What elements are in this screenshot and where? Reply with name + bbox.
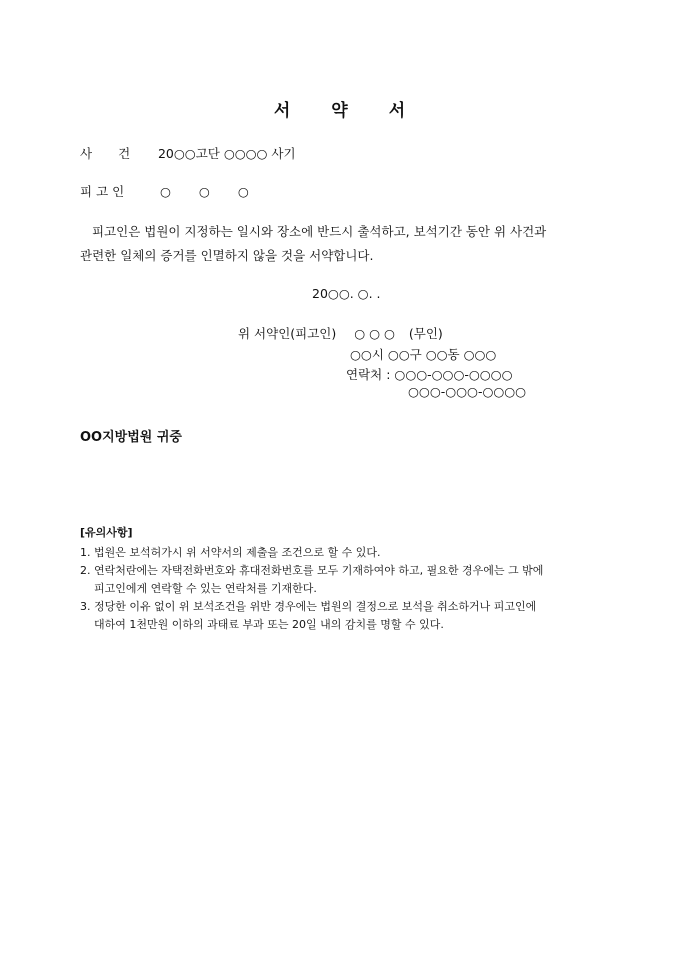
document-title (0, 96, 680, 121)
note-item (80, 562, 610, 598)
note-number: 3. (80, 600, 91, 613)
note-text-continued: 피고인에게 연락할 수 있는 연락처를 기재한다. (94, 582, 317, 595)
note-text: 법원은 보석허가시 위 서약서의 제출을 조건으로 할 수 있다. (94, 546, 381, 559)
note-text-continued: 대하여 1천만원 이하의 과태료 부과 또는 20일 내의 감치를 명할 수 있다. (94, 618, 444, 631)
contact-label: 연락처 : (346, 367, 391, 382)
note-item (80, 544, 610, 562)
defendant-label: 피 고 인 (80, 184, 125, 199)
signer-name: ○ ○ ○ (354, 326, 395, 341)
note-item (80, 598, 610, 634)
pledge-line-1: 피고인은 법원이 지정하는 일시와 장소에 반드시 출석하고, 보석기간 동안 위 사건과 (92, 224, 547, 239)
title-char: 서 (273, 101, 292, 121)
notes-heading: [유의사항] (80, 526, 133, 539)
signer-contact-row (346, 365, 513, 383)
case-label: 사 건 (80, 146, 131, 161)
signer-seal: (무인) (408, 326, 443, 341)
contact-phone-2: ○○○-○○○-○○○○ (408, 384, 527, 399)
note-text: 연락처란에는 자택전화번호와 휴대전화번호를 모두 기재하여야 하고, 필요한 경우에는 그 밖에 (94, 564, 544, 577)
pledge-paragraph (80, 220, 605, 268)
case-row (80, 144, 296, 162)
pledge-date: 20○○. ○. . (312, 286, 381, 301)
court-addressee: OO지방법원 귀중 (80, 430, 182, 445)
note-number: 1. (80, 546, 91, 559)
note-text: 정당한 이유 없이 위 보석조건을 위반 경우에는 법원의 결정으로 보석을 취소하거나 피고인에 (94, 600, 537, 613)
pledge-line-2: 관련한 일체의 증거를 인멸하지 않을 것을 서약합니다. (80, 248, 374, 263)
case-value: 20○○고단 ○○○○ 사기 (157, 146, 296, 161)
signer-label: 위 서약인(피고인) (238, 326, 337, 341)
title-char: 서 (388, 101, 407, 121)
signer-row (238, 324, 443, 342)
defendant-row (80, 182, 249, 200)
defendant-name: ○ ○ ○ (159, 184, 249, 199)
note-number: 2. (80, 564, 91, 577)
signer-address: ○○시 ○○구 ○○동 ○○○ (350, 347, 497, 362)
title-char: 약 (331, 101, 349, 121)
contact-phone-1: ○○○-○○○-○○○○ (394, 367, 513, 382)
